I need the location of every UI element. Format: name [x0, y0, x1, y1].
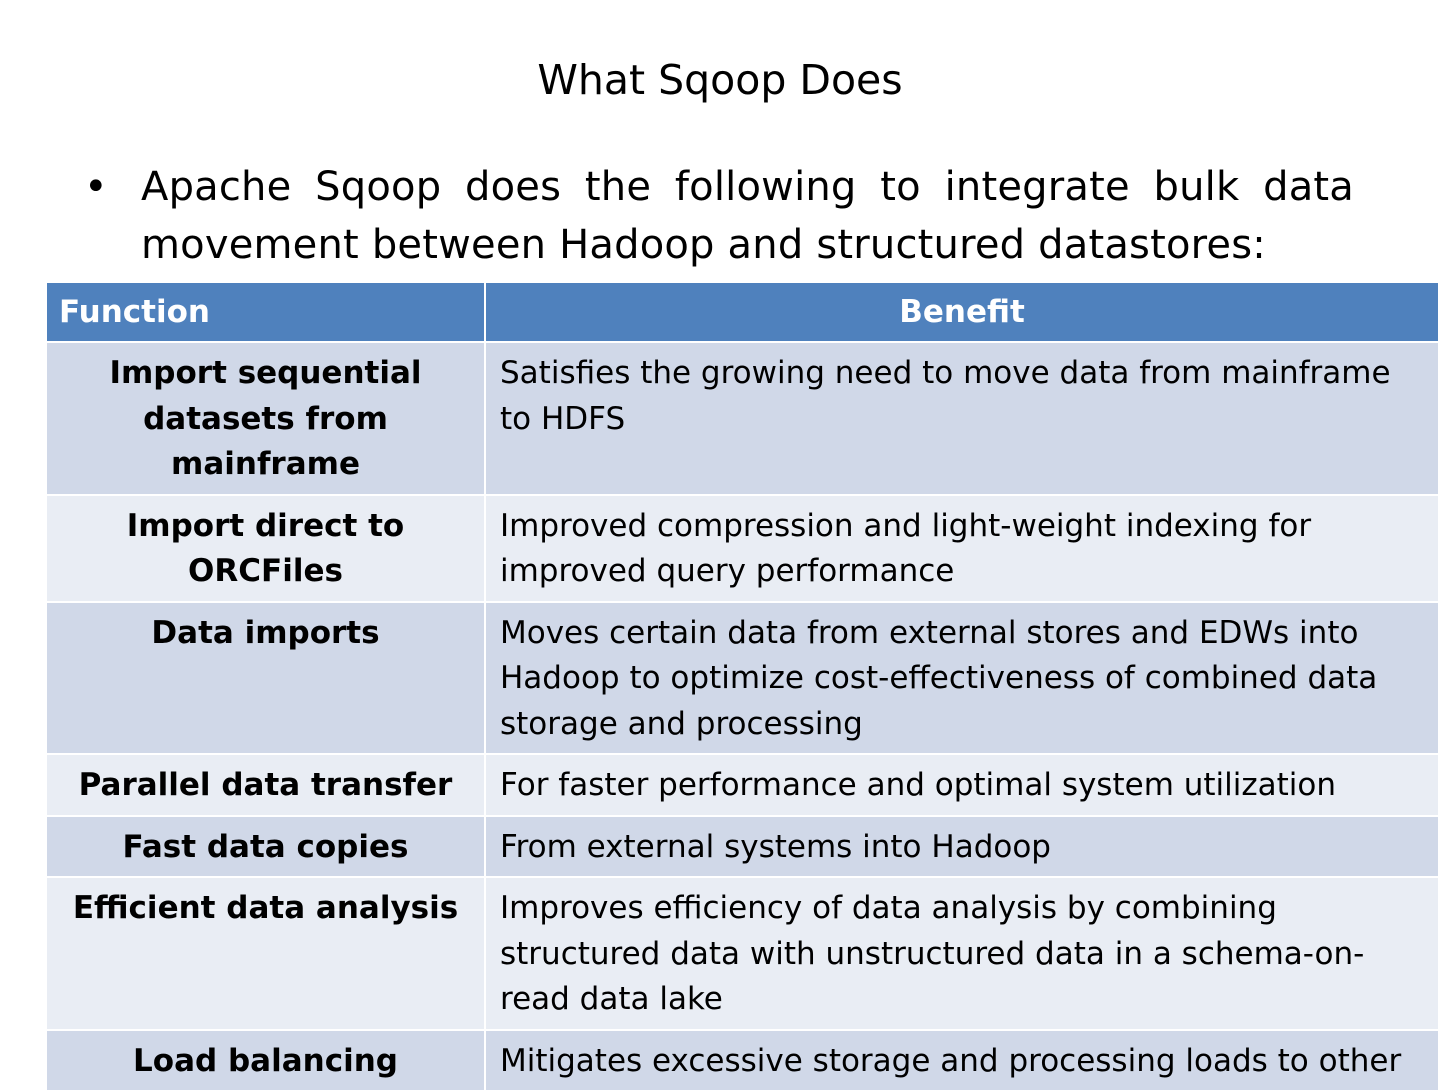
- benefit-cell: Moves certain data from external stores and EDWs into Hadoop to optimize cost-effectiveness of combined data storage and processing: [485, 602, 1439, 755]
- benefit-cell: From external systems into Hadoop: [485, 816, 1439, 878]
- function-cell: Data imports: [46, 602, 485, 755]
- bullet-text: Apache Sqoop does the following to integrate bulk data movement between Hadoop and structured datastores:: [141, 164, 1354, 268]
- function-cell: Fast data copies: [46, 816, 485, 878]
- table-row: [46, 754, 1439, 816]
- benefit-cell: Improves efficiency of data analysis by combining structured data with unstructured data in a schema-on-read data lake: [485, 877, 1439, 1030]
- benefit-cell: For faster performance and optimal system utilization: [485, 754, 1439, 816]
- table-row: [46, 877, 1439, 1030]
- table-row: [46, 1030, 1439, 1092]
- function-cell: Parallel data transfer: [46, 754, 485, 816]
- table-header-row: [46, 282, 1439, 342]
- function-benefit-table: [45, 281, 1440, 1092]
- slide-title: What Sqoop Does: [537, 56, 903, 104]
- function-cell: Efficient data analysis: [46, 877, 485, 1030]
- table-row: [46, 495, 1439, 602]
- benefit-cell: Mitigates excessive storage and processing loads to other: [485, 1030, 1439, 1092]
- benefit-cell: Improved compression and light-weight indexing for improved query performance: [485, 495, 1439, 602]
- table-row: [46, 602, 1439, 755]
- function-cell: Import sequential datasets from mainframe: [46, 342, 485, 495]
- benefit-cell: Satisfies the growing need to move data from mainframe to HDFS: [485, 342, 1439, 495]
- table-row: [46, 342, 1439, 495]
- table-row: [46, 816, 1439, 878]
- header-function: Function: [46, 282, 485, 342]
- function-cell: Import direct to ORCFiles: [46, 495, 485, 602]
- bullet-dot-icon: •: [84, 164, 108, 210]
- bullet-item: [84, 158, 1354, 274]
- header-benefit: Benefit: [485, 282, 1439, 342]
- function-cell: Load balancing: [46, 1030, 485, 1092]
